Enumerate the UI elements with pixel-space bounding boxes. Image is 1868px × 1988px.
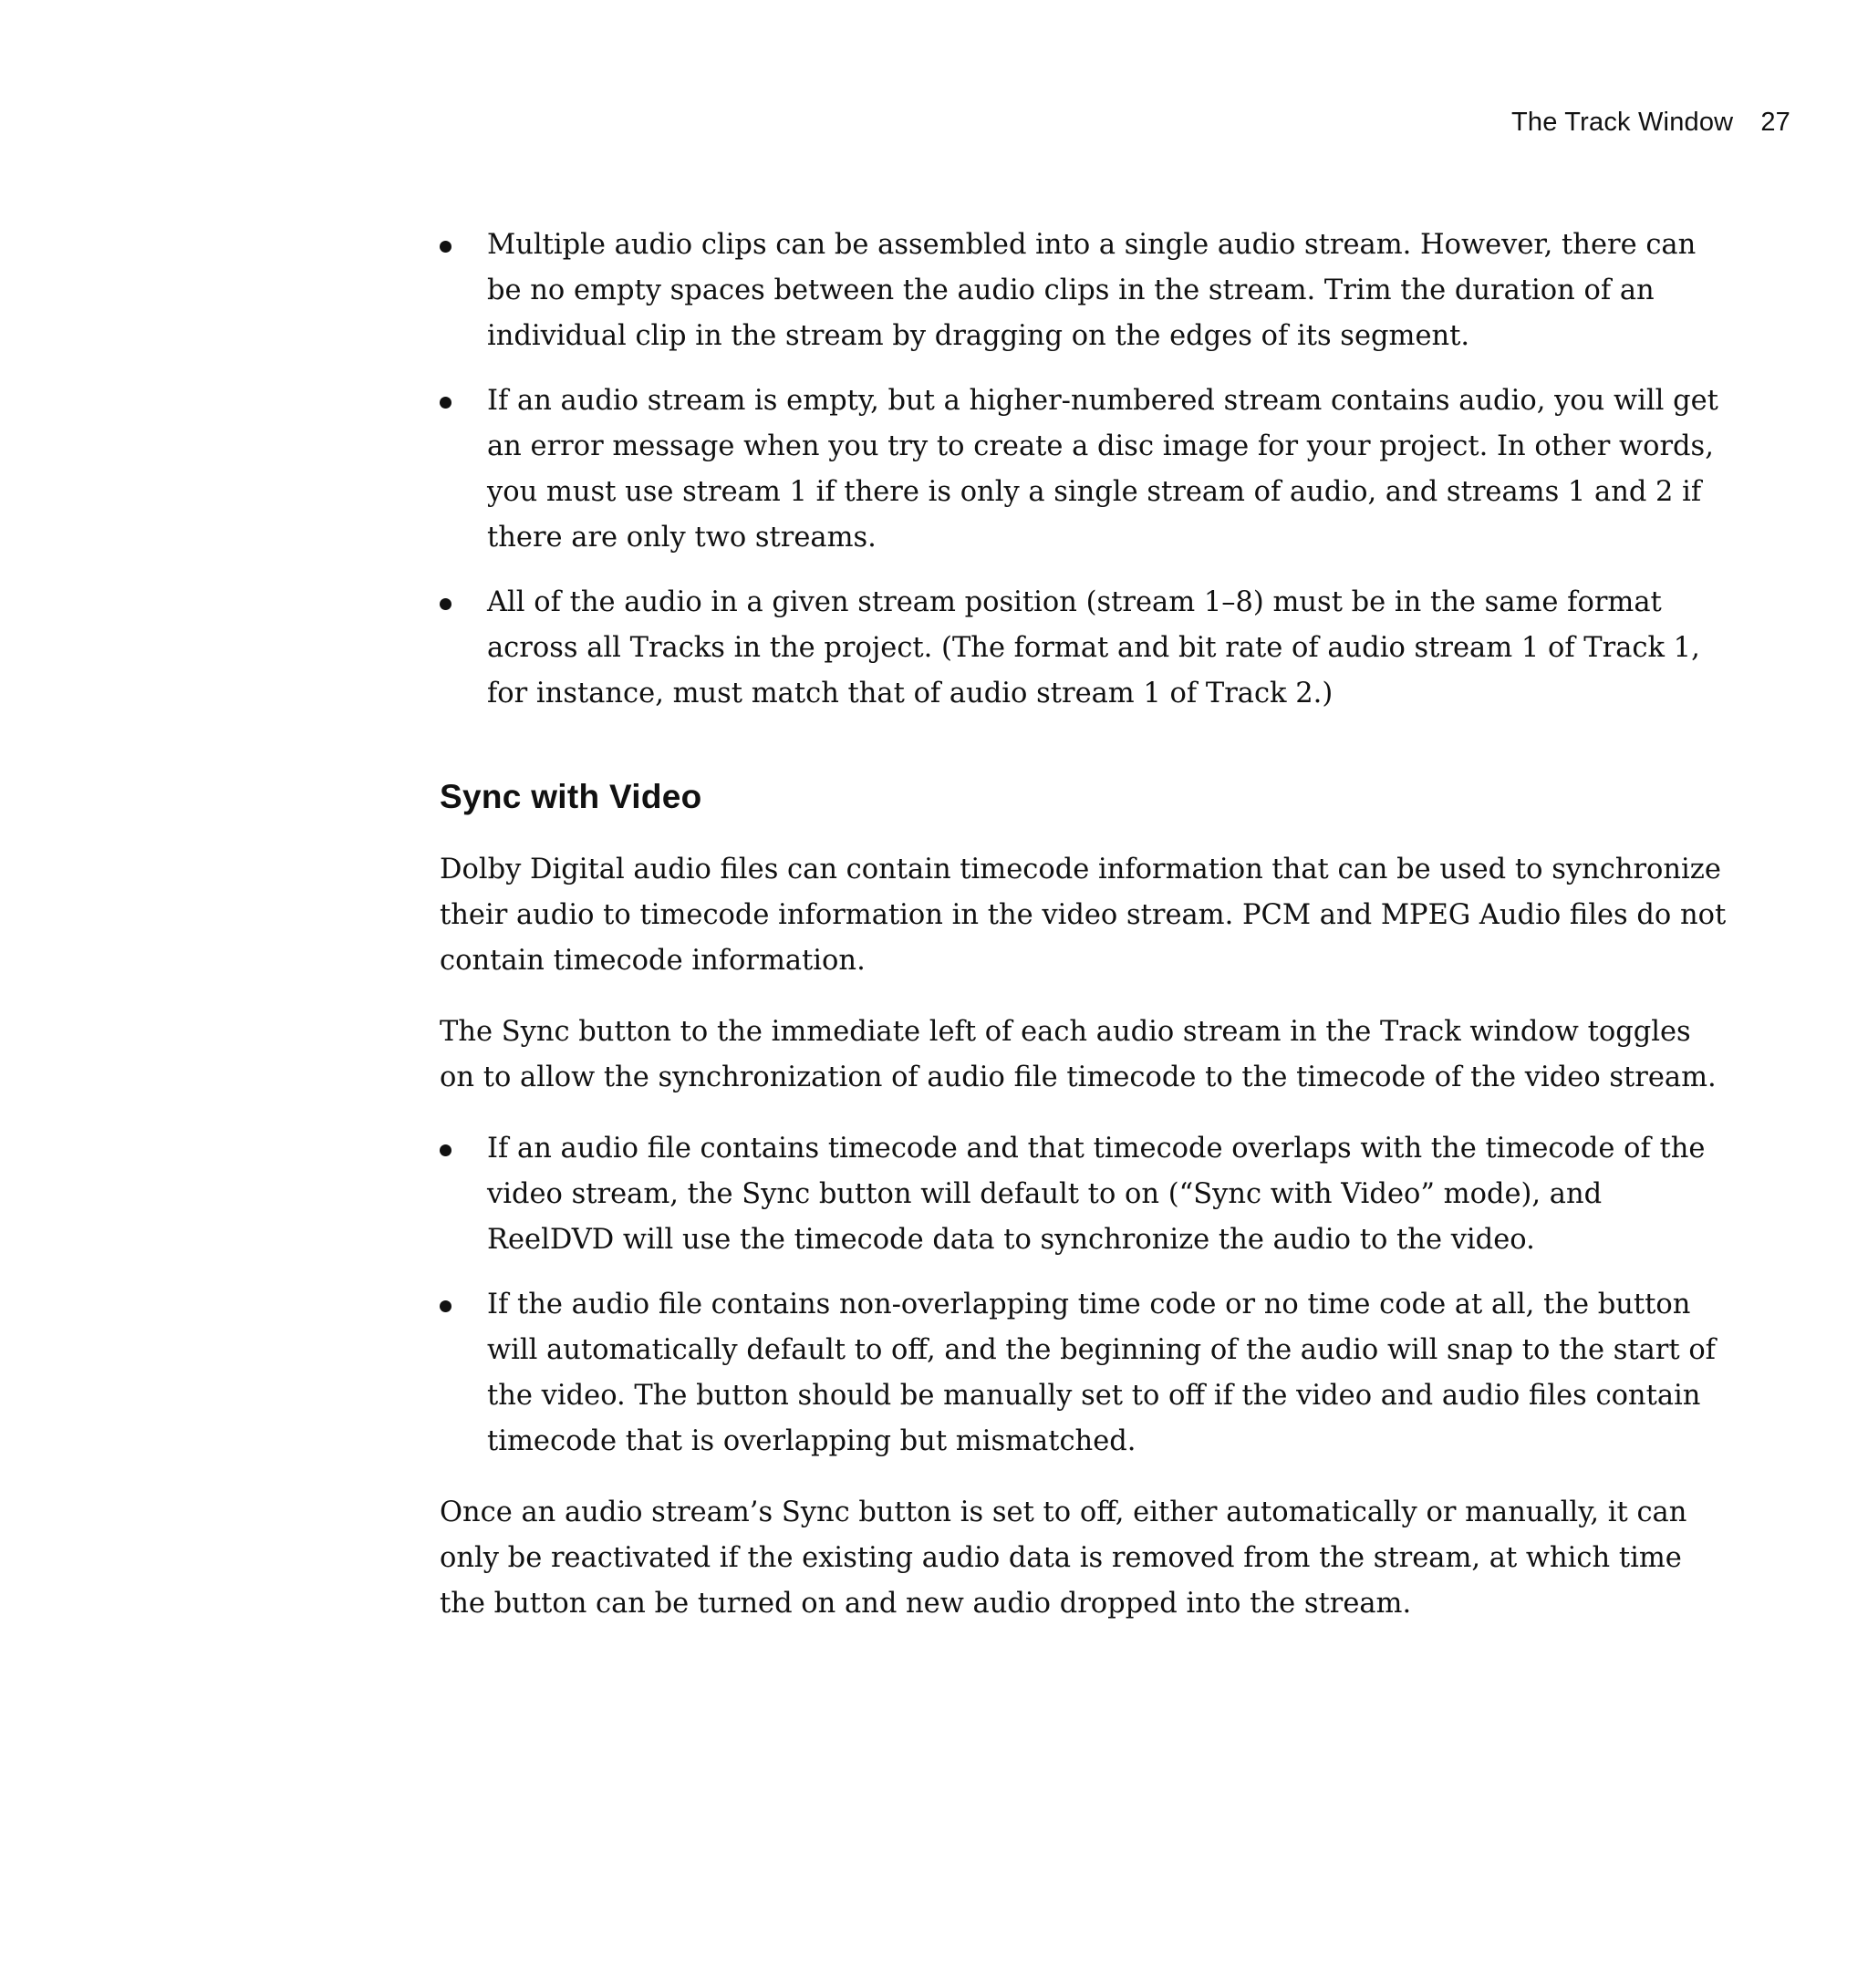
list-item: [440, 1126, 1733, 1263]
bullet-dot-icon: [440, 397, 451, 409]
list-item-text: If an audio stream is empty, but a higher-numbered stream contains audio, you will get an error message when you try to create a disc image for your project. In other words, you must use stream 1 if there is only a single stream of audio, and streams 1 and 2 if there are only two streams.: [487, 385, 1718, 554]
sync-bullet-list: [440, 1126, 1733, 1465]
running-title: The Track Window: [1511, 108, 1734, 137]
list-item: [440, 223, 1733, 359]
section-heading: Sync with Video: [440, 778, 702, 815]
list-item: [440, 378, 1733, 561]
bullet-dot-icon: [440, 1300, 451, 1312]
paragraph: Once an audio stream’s Sync button is set to off, either automatically or manually, it can only be reactivated if the existing audio data is removed from the stream, at which time the button can be turned on and new audio dropped into the stream.: [440, 1496, 1687, 1620]
intro-bullet-list: [440, 223, 1733, 717]
page-number: 27: [1760, 108, 1790, 137]
bullet-dot-icon: [440, 1144, 451, 1156]
page-body: [440, 223, 1733, 1652]
list-item-text: If the audio file contains non-overlapping time code or no time code at all, the button will automatically default to off, and the beginning of the audio will snap to the start of the video. The button should be manually set to off if the video and audio files contain timecode that is overlapping but mismatched.: [487, 1289, 1716, 1457]
bullet-dot-icon: [440, 241, 451, 253]
list-item-text: All of the audio in a given stream position (stream 1–8) must be in the same format across all Tracks in the project. (The format and bit rate of audio stream 1 of Track 1, for instance, must match that of audio stream 1 of Track 2.): [487, 586, 1700, 709]
list-item: [440, 1282, 1733, 1465]
paragraph: The Sync button to the immediate left of each audio stream in the Track window toggles on to allow the synchronization of audio file timecode to the timecode of the video stream.: [440, 1016, 1717, 1093]
bullet-dot-icon: [440, 598, 451, 610]
running-header: [1511, 108, 1790, 138]
paragraph: Dolby Digital audio files can contain timecode information that can be used to synchronize their audio to timecode information in the video stream. PCM and MPEG Audio files do not contain timecode information.: [440, 854, 1727, 977]
list-item-text: If an audio file contains timecode and that timecode overlaps with the timecode of the video stream, the Sync button will default to on (“Sync with Video” mode), and ReelDVD will use the timecode data to synchronize the audio to the video.: [487, 1133, 1706, 1256]
list-item-text: Multiple audio clips can be assembled into a single audio stream. However, there can be no empty spaces between the audio clips in the stream. Trim the duration of an individual clip in the stream by dragging on the edges of its segment.: [487, 229, 1697, 352]
list-item: [440, 580, 1733, 717]
